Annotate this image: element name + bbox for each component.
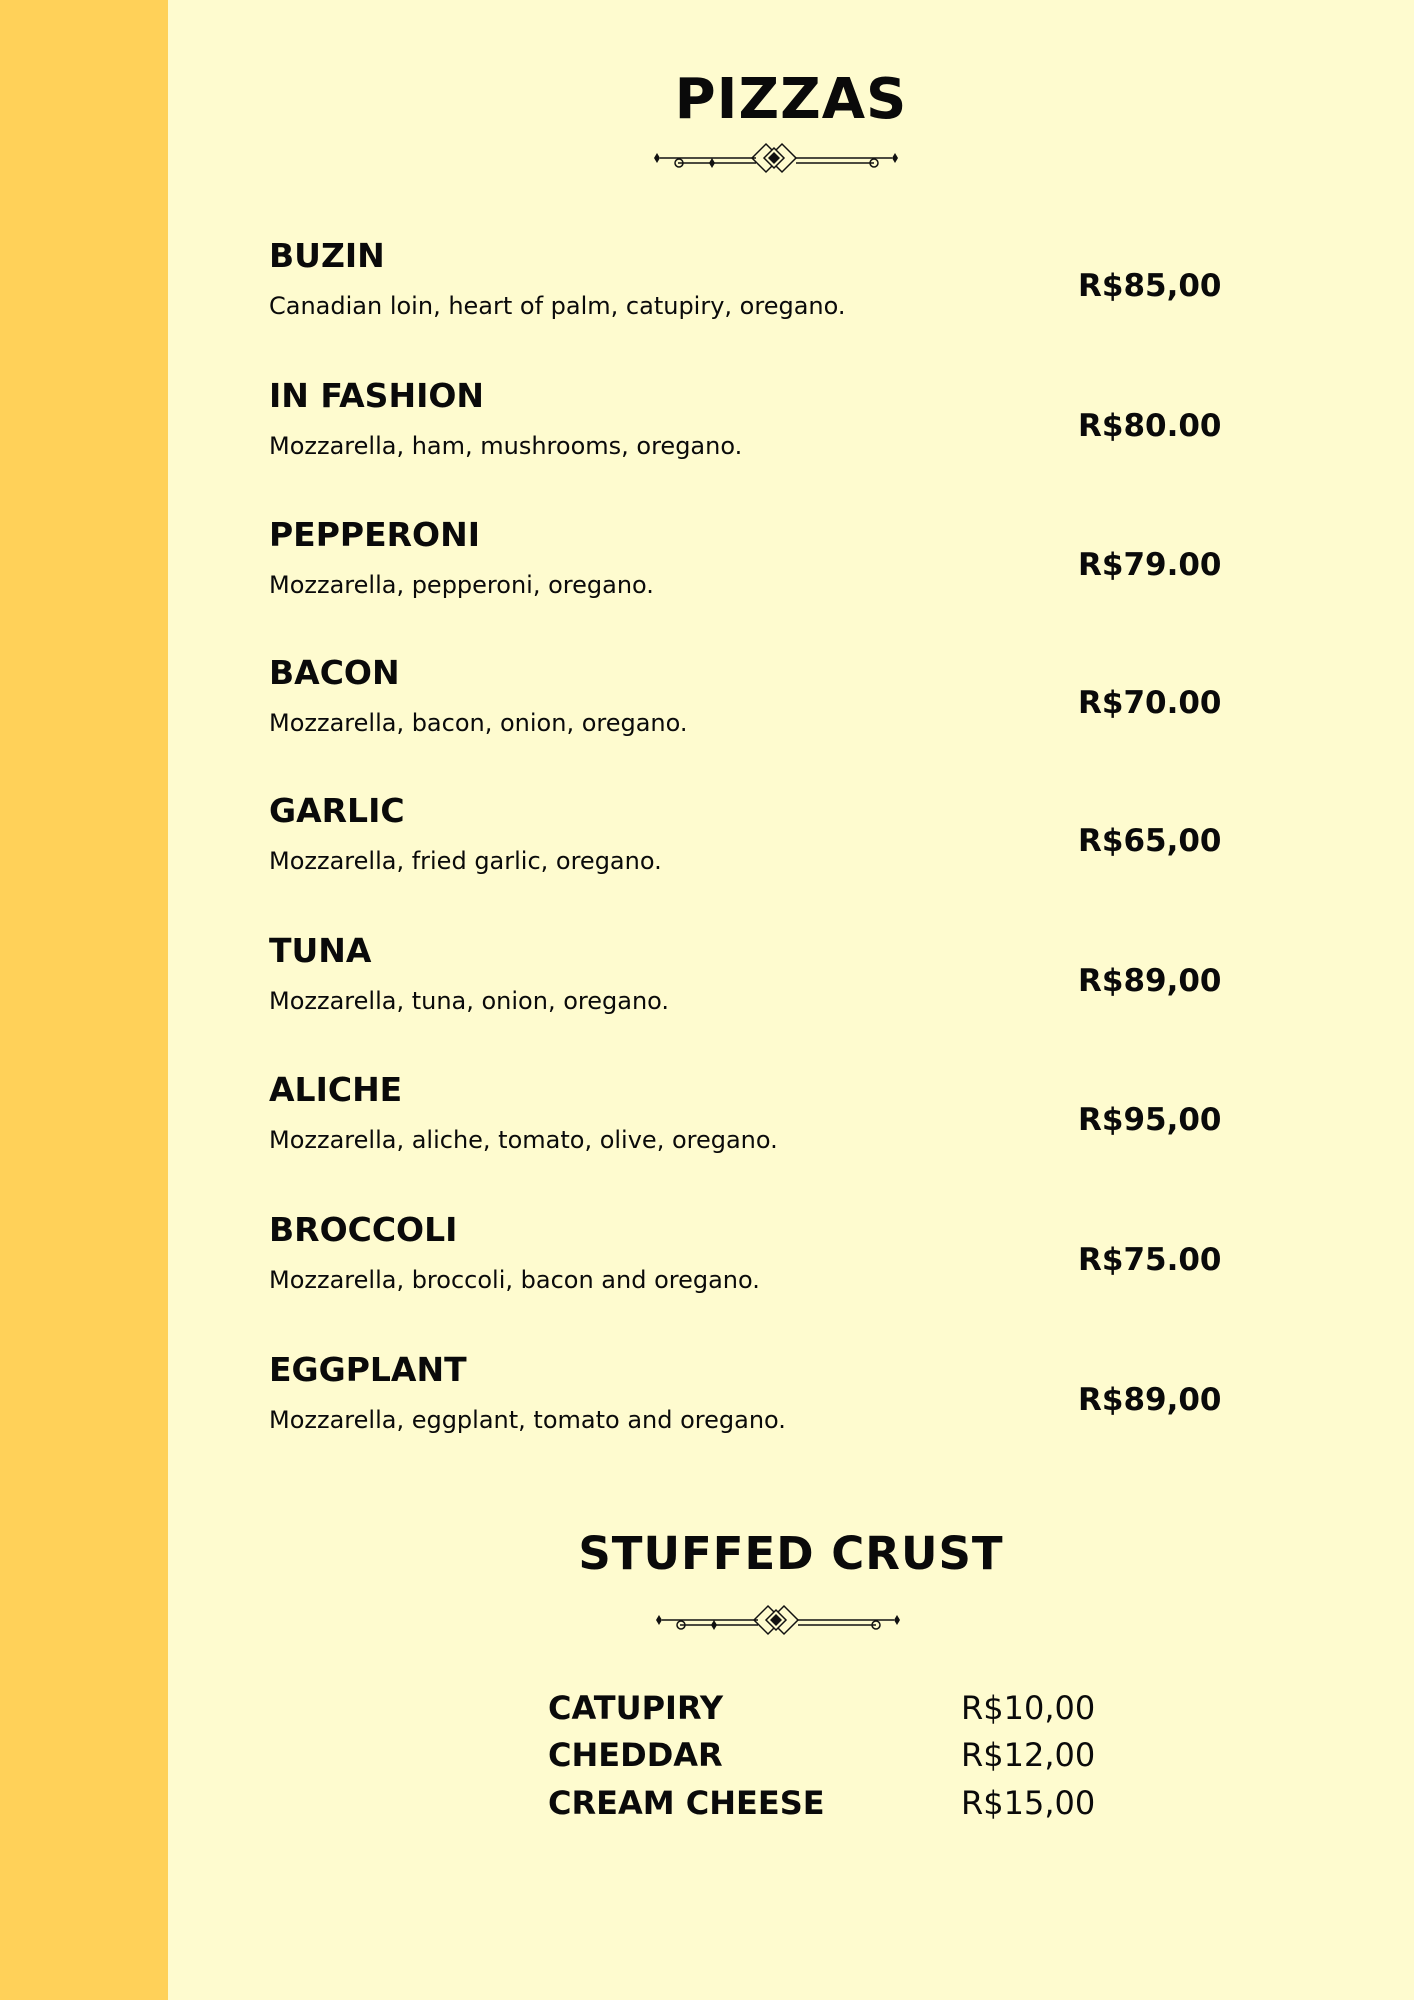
item-description: Mozzarella, broccoli, bacon and oregano. (269, 1266, 760, 1294)
item-price: R$89,00 (1078, 1382, 1222, 1418)
menu-item (269, 1068, 1229, 1168)
item-price: R$89,00 (1078, 963, 1222, 999)
ornament-divider-icon (650, 1600, 906, 1640)
item-description: Canadian loin, heart of palm, catupiry, oregano. (269, 292, 846, 320)
item-price: R$70.00 (1078, 685, 1222, 721)
menu-item (269, 651, 1229, 751)
crust-name: CHEDDAR (548, 1736, 723, 1774)
item-price: R$65,00 (1078, 823, 1222, 859)
item-price: R$79.00 (1078, 547, 1222, 583)
crust-row (548, 1781, 1108, 1827)
item-name: ALICHE (269, 1070, 403, 1109)
crust-price: R$15,00 (961, 1784, 1096, 1822)
item-name: EGGPLANT (269, 1350, 467, 1389)
item-name: PEPPERONI (269, 515, 481, 554)
item-description: Mozzarella, pepperoni, oregano. (269, 571, 654, 599)
item-description: Mozzarella, tuna, onion, oregano. (269, 987, 670, 1015)
crust-row (548, 1733, 1108, 1779)
item-description: Mozzarella, ham, mushrooms, oregano. (269, 432, 743, 460)
ornament-divider-icon (648, 138, 904, 178)
item-price: R$75.00 (1078, 1242, 1222, 1278)
menu-item (269, 789, 1229, 889)
item-name: IN FASHION (269, 376, 485, 415)
menu-item (269, 1348, 1229, 1448)
item-description: Mozzarella, aliche, tomato, olive, oregano. (269, 1126, 778, 1154)
crust-name: CREAM CHEESE (548, 1784, 825, 1822)
menu-item (269, 929, 1229, 1029)
crust-price: R$12,00 (961, 1736, 1096, 1774)
item-price: R$80.00 (1078, 408, 1222, 444)
item-name: BROCCOLI (269, 1210, 458, 1249)
menu-item (269, 513, 1229, 613)
crust-row (548, 1686, 1108, 1732)
item-price: R$85,00 (1078, 268, 1222, 304)
item-name: BUZIN (269, 236, 385, 275)
item-description: Mozzarella, eggplant, tomato and oregano. (269, 1406, 786, 1434)
menu-item (269, 374, 1229, 474)
side-color-band (0, 0, 168, 2000)
item-description: Mozzarella, bacon, onion, oregano. (269, 709, 688, 737)
pizzas-title: PIZZAS (674, 67, 908, 132)
item-name: BACON (269, 653, 400, 692)
item-name: TUNA (269, 931, 372, 970)
item-name: GARLIC (269, 791, 405, 830)
stuffed-crust-title: STUFFED CRUST (578, 1527, 1004, 1580)
crust-price: R$10,00 (961, 1689, 1096, 1727)
menu-item (269, 1208, 1229, 1308)
item-price: R$95,00 (1078, 1102, 1222, 1138)
item-description: Mozzarella, fried garlic, oregano. (269, 847, 662, 875)
menu-item (269, 234, 1229, 334)
crust-name: CATUPIRY (548, 1689, 723, 1727)
